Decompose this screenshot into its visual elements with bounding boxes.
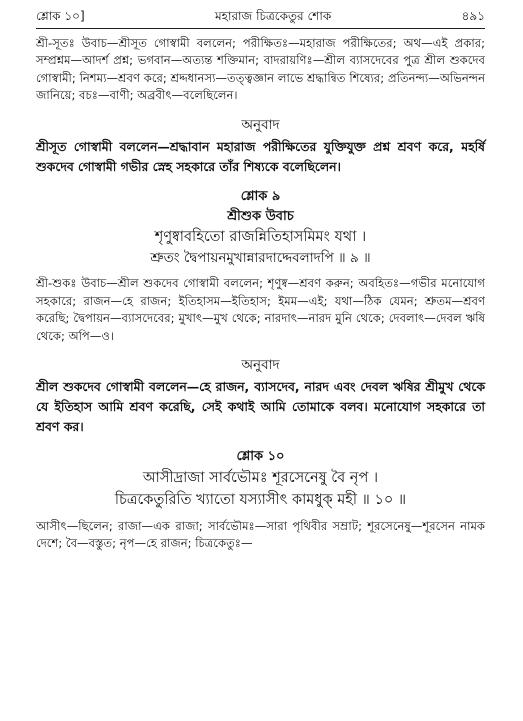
verse-10-line-1: আসীদ্রাজা সার্বভৌমঃ শূরসেনেষু বৈ নৃপ । [142,469,379,486]
synonyms-paragraph-2: শ্রী-শুকঃ উবাচ—শ্রীল শুকদেব গোস্বামী বললেন; শৃণুষ্ব—শ্রবণ করুন; অবহিতঃ—গভীর মনোযোগ সহকারে; রাজন—হে রাজন; ইতিহাসম—ইতিহাস; ইমম—এই; যথা—ঠিক যেমন; শ্রুতম—শ্রবণ করেছি; দ্বৈপায়ন—ব্যাসদেবের; মুখাৎ—মুখ থেকে; নারদাৎ—নারদ মুনি থেকে; দেবলাৎ—দেবল ঋষি থেকে; অপি—ও। [36,276,485,343]
verse-9-line-1: শৃণুষ্বাবহিতো রাজন্নিতিহাসমিমং যথা । [154,229,367,245]
synonyms-paragraph-1: শ্রী-সূতঃ উবাচ—শ্রীসূত গোস্বামী বললেন; পরীক্ষিতঃ—মহারাজ পরীক্ষিতের; অথ—এই প্রকার; সম্প্রশ্নম—আদর্শ প্রশ্ন; ভগবান—অত্যন্ত শক্তিমান; বাদরায়ণিঃ—শ্রীল ব্যাসদেবের পুত্র শ্রীল শুকদেব গোস্বামী; নিশম্য—শ্রবণ করে; শ্রদ্দধানস্য—তত্ত্বজ্ঞান লাভে শ্রদ্ধান্বিত শিষ্যের; প্রতিনন্দ্য—অভিনন্দন জানিয়ে; বচঃ—বাণী; অব্রবীৎ—বলেছিলেন। [36,36,485,103]
header-chapter-title: মহারাজ চিত্রকেতুর শোক [215,9,332,23]
verse-9-speaker: শ্রীশুক উবাচ [227,208,294,224]
running-header [36,3,485,29]
translation-paragraph-2: শ্রীল শুকদেব গোস্বামী বললেন—হে রাজন, ব্যাসদেব, নারদ এবং দেবল ঋষির শ্রীমুখ থেকে যে ইতিহাস আমি শ্রবণ করেছি, সেই কথাই আমি তোমাকে বলব। মনোযোগ সহকারে তা শ্রবণ কর। [36,379,485,435]
translation-paragraph-1: শ্রীসূত গোস্বামী বললেন—শ্রদ্ধাবান মহারাজ পরীক্ষিতের যুক্তিযুক্ত প্রশ্ন শ্রবণ করে, মহর্ষি শুকদেব গোস্বামী গভীর স্নেহ সহকারে তাঁর শিষ্যকে বলেছিলেন। [36,138,485,174]
translation-heading-2: অনুবাদ [241,356,280,373]
page-body [36,35,485,553]
verse-10-line-2: চিত্রকেতুরিতি খ্যাতো যস্যাসীৎ কামধুক্ মহী ॥ ১০ ॥ [114,492,407,509]
synonyms-paragraph-3: আসীৎ—ছিলেন; রাজা—এক রাজা; সার্বভৌমঃ—সারা পৃথিবীর সম্রাট; শূরসেনেষু—শূরসেন নামক দেশে; বৈ—বস্তুত; নৃপ—হে রাজন; চিত্রকেতুঃ— [36,518,485,551]
header-verse-ref: শ্লোক ১০] [36,9,85,23]
verse-10-title: শ্লোক ১০ [236,449,285,465]
verse-9-title: শ্লোক ৯ [240,189,281,204]
page-number: ৪৯১ [461,9,485,23]
verse-9-line-2: শ্রুতং দ্বৈপায়নমুখান্নারদাদ্দেবলাদপি ॥ ৯ ॥ [150,250,371,267]
translation-heading-1: অনুবাদ [241,116,280,133]
